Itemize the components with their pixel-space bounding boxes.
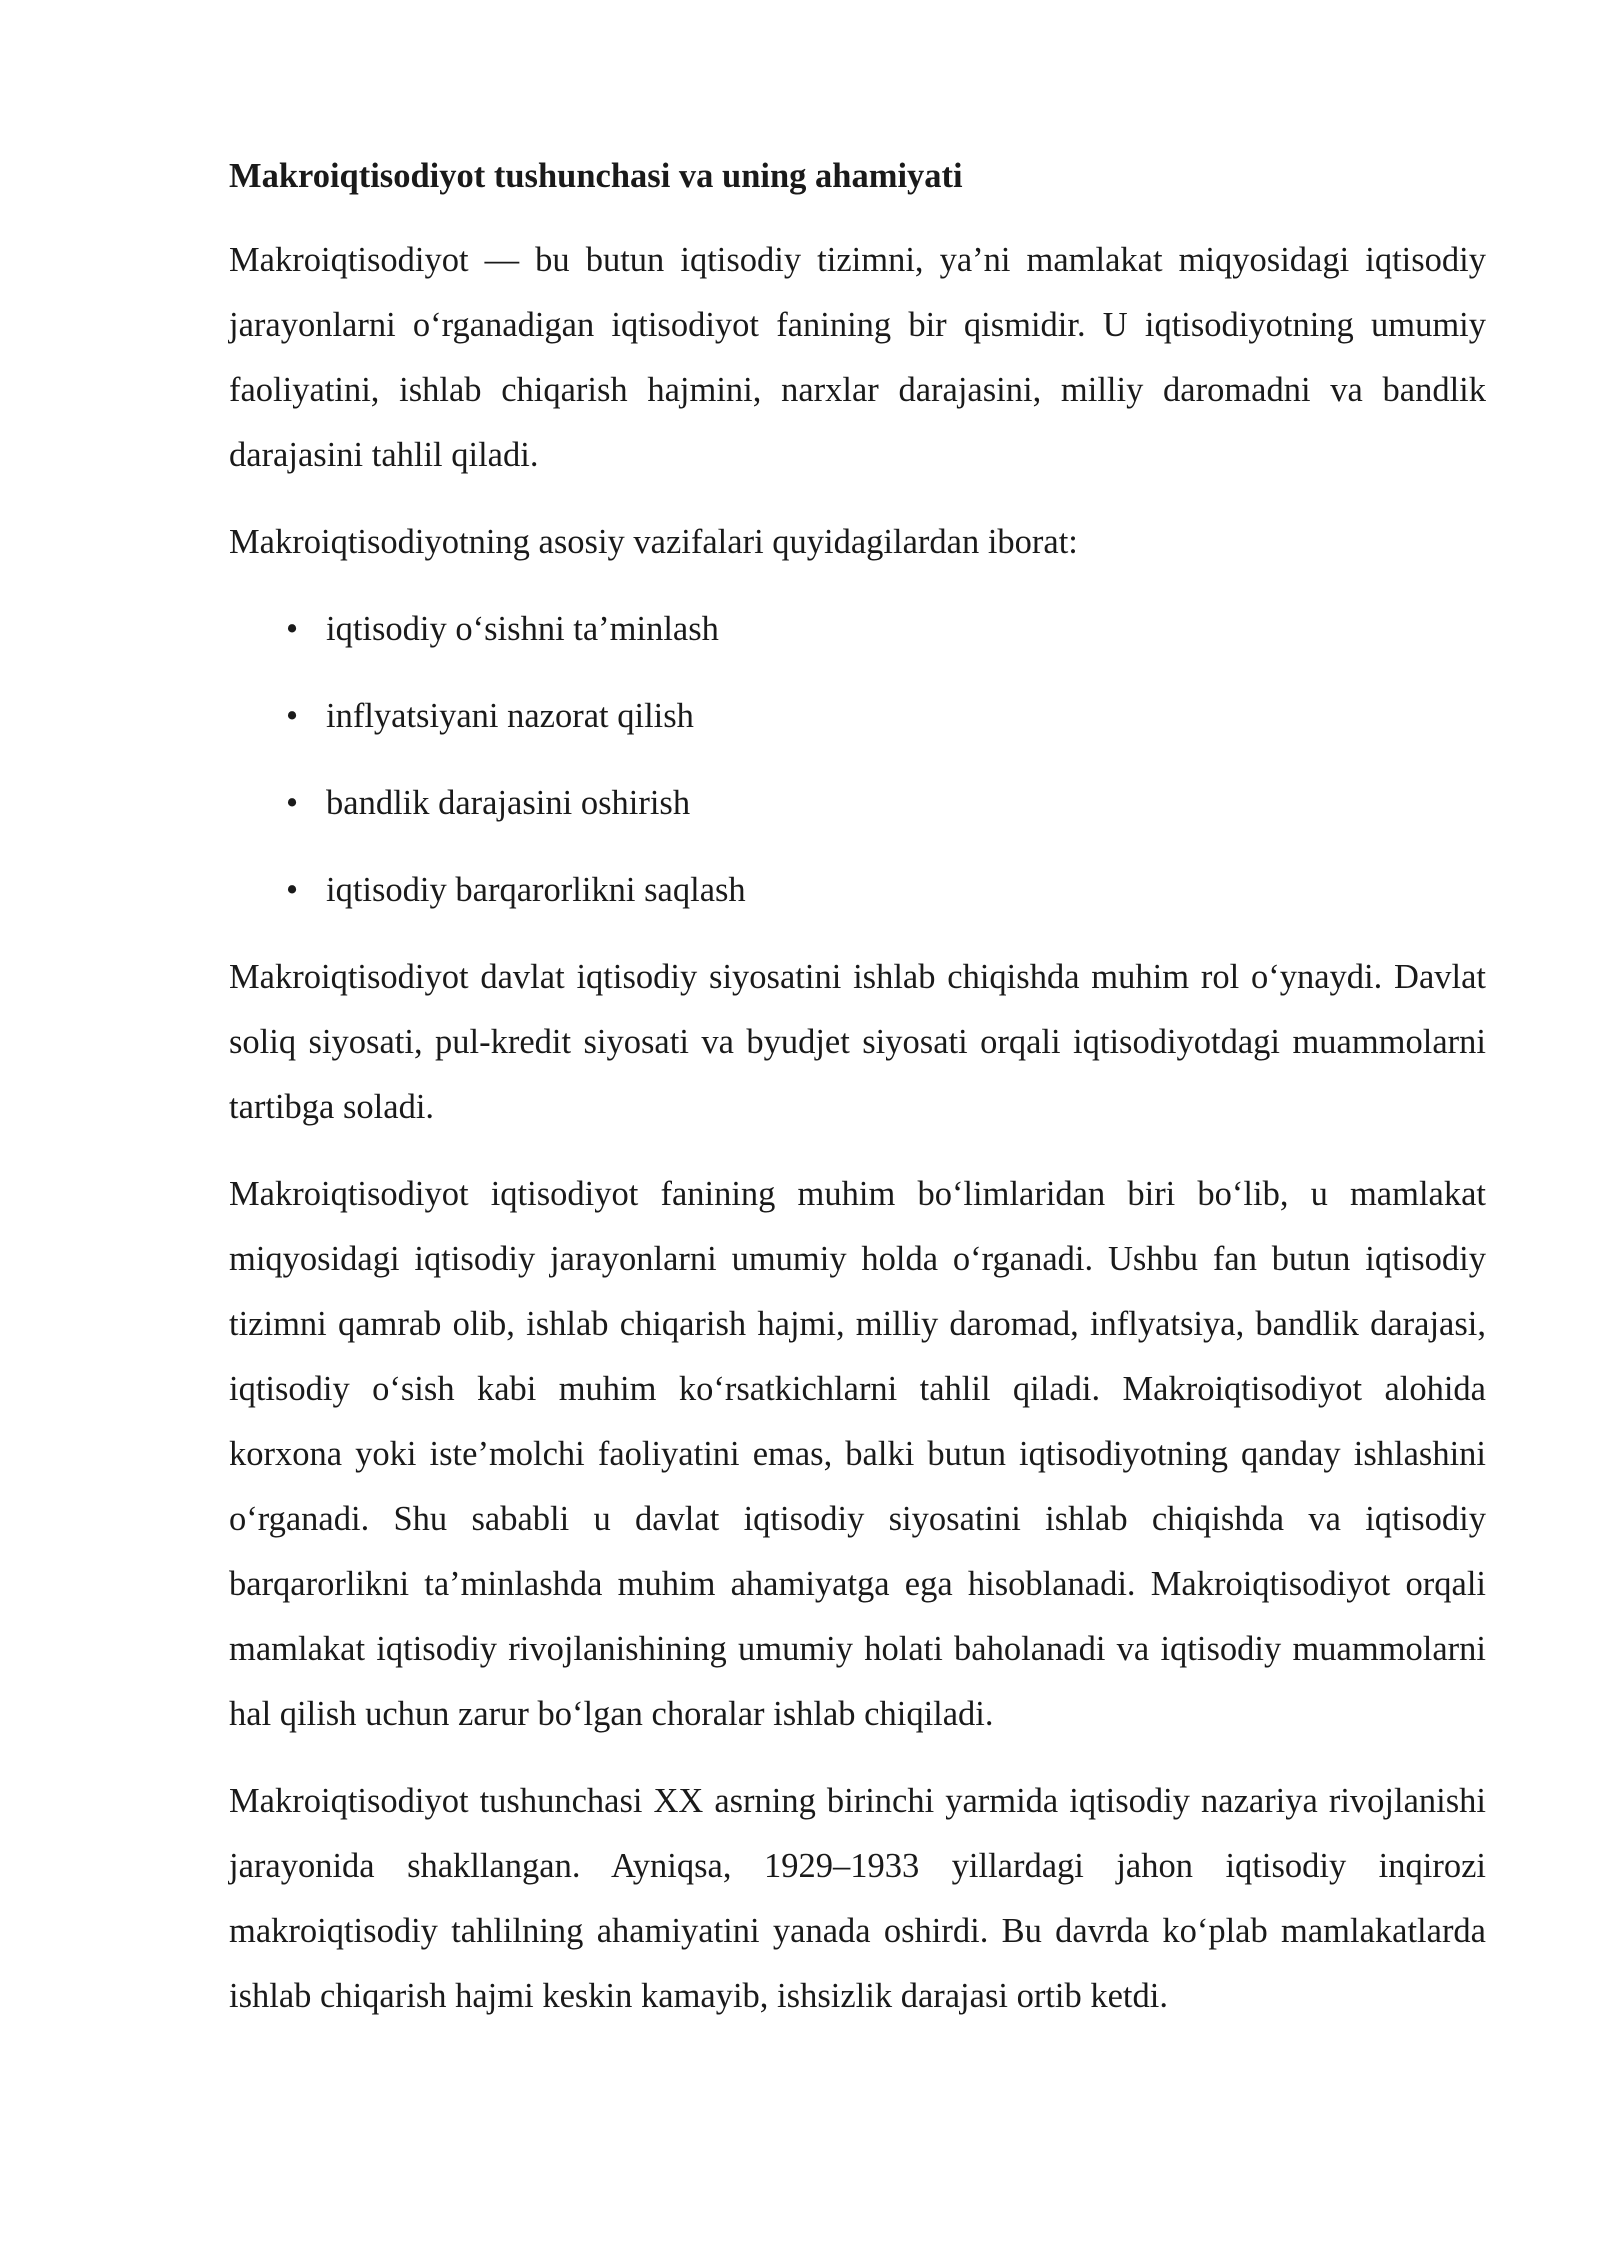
bullet-icon: •	[285, 610, 299, 648]
intro-paragraph: Makroiqtisodiyot — bu butun iqtisodiy tizimni, ya’ni mamlakat miqyosidagi iqtisodiy jarayonlarni o‘rganadigan iqtisodiyot fanining bir qismidir. U iqtisodiyotning umumiy faoliyatini, ishlab chiqarish hajmini, narxlar darajasini, milliy daromadni va bandlik darajasini tahlil qiladi.	[229, 241, 1486, 474]
list-intro-paragraph: Makroiqtisodiyotning asosiy vazifalari quyidagilardan iborat:	[229, 523, 1078, 561]
tasks-list	[229, 597, 1486, 923]
list-item	[229, 771, 1486, 836]
bullet-icon: •	[285, 697, 299, 735]
body-paragraph-overview: Makroiqtisodiyot iqtisodiyot fanining muhim bo‘limlaridan biri bo‘lib, u mamlakat miqyosidagi iqtisodiy jarayonlarni umumiy holda o‘rganadi. Ushbu fan butun iqtisodiy tizimni qamrab olib, ishlab chiqarish hajmi, milliy daromad, inflyatsiya, bandlik darajasi, iqtisodiy o‘sish kabi muhim ko‘rsatkichlarni tahlil qiladi. Makroiqtisodiyot alohida korxona yoki iste’molchi faoliyatini emas, balki butun iqtisodiyotning qanday ishlashini o‘rganadi. Shu sababli u davlat iqtisodiy siyosatini ishlab chiqishda va iqtisodiy barqarorlikni ta’minlashda muhim ahamiyatga ega hisoblanadi. Makroiqtisodiyot orqali mamlakat iqtisodiy rivojlanishining umumiy holati baholanadi va iqtisodiy muammolarni hal qilish uchun zarur bo‘lgan choralar ishlab chiqiladi.	[229, 1175, 1486, 1733]
list-item-text: iqtisodiy o‘sishni ta’minlash	[326, 610, 719, 648]
list-item-text: iqtisodiy barqarorlikni saqlash	[326, 871, 746, 909]
bullet-icon: •	[285, 784, 299, 822]
document-title: Makroiqtisodiyot tushunchasi va uning ahamiyati	[229, 157, 963, 195]
list-item-text: inflyatsiyani nazorat qilish	[326, 697, 694, 735]
document-body	[229, 148, 1486, 2051]
bullet-icon: •	[285, 871, 299, 909]
body-paragraph-policy: Makroiqtisodiyot davlat iqtisodiy siyosatini ishlab chiqishda muhim rol o‘ynaydi. Davlat soliq siyosati, pul-kredit siyosati va byudjet siyosati orqali iqtisodiyotdagi muammolarni tartibga soladi.	[229, 958, 1486, 1126]
list-item	[229, 597, 1486, 662]
list-item	[229, 858, 1486, 923]
list-item-text: bandlik darajasini oshirish	[326, 784, 691, 822]
body-paragraph-history: Makroiqtisodiyot tushunchasi XX asrning birinchi yarmida iqtisodiy nazariya rivojlanishi jarayonida shakllangan. Ayniqsa, 1929–1933 yillardagi jahon iqtisodiy inqirozi makroiqtisodiy tahlilning ahamiyatini yanada oshirdi. Bu davrda ko‘plab mamlakatlarda ishlab chiqarish hajmi keskin kamayib, ishsizlik darajasi ortib ketdi.	[229, 1782, 1486, 2015]
list-item	[229, 684, 1486, 749]
